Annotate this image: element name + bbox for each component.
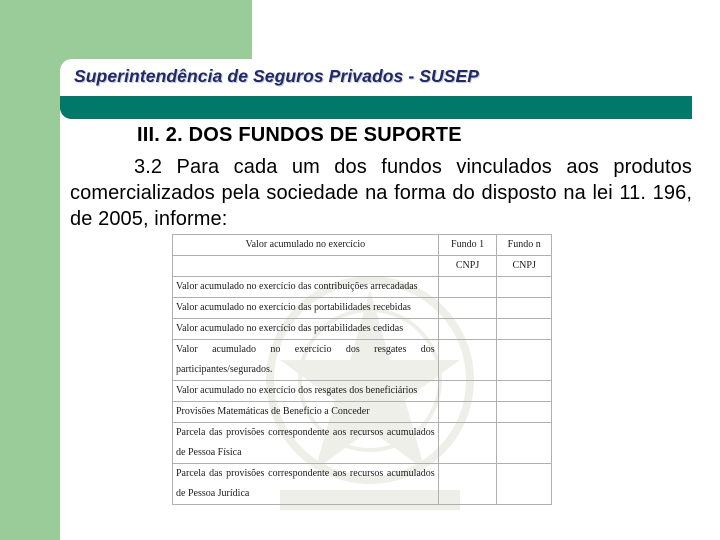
row-label: Valor acumulado no exercício das contribuições arrecadadas	[173, 277, 439, 298]
table-row	[173, 340, 552, 381]
value-cell[interactable]	[438, 423, 497, 464]
value-cell[interactable]	[438, 402, 497, 423]
table-row	[173, 298, 552, 319]
subheader-cell-empty	[173, 256, 439, 277]
subheader-cell-cnpj-1: CNPJ	[438, 256, 497, 277]
paragraph-text: 3.2 Para cada um dos fundos vinculados aos produtos comercializados pela sociedade na forma do disposto na lei 11. 196, de 2005, informe:	[70, 156, 692, 230]
teal-divider-bar	[60, 96, 692, 119]
table-row	[173, 402, 552, 423]
row-label: Provisões Matemáticas de Benefício a Conceder	[173, 402, 439, 423]
value-cell[interactable]	[438, 298, 497, 319]
section-heading: III. 2. DOS FUNDOS DE SUPORTE	[137, 124, 462, 146]
value-cell[interactable]	[438, 319, 497, 340]
value-cell[interactable]	[497, 340, 552, 381]
table-header-row	[173, 235, 552, 256]
value-cell[interactable]	[497, 319, 552, 340]
section-paragraph	[70, 154, 692, 232]
table-subheader-row	[173, 256, 552, 277]
value-cell[interactable]	[497, 402, 552, 423]
value-cell[interactable]	[497, 298, 552, 319]
table-row	[173, 319, 552, 340]
value-cell[interactable]	[438, 340, 497, 381]
table-row	[173, 423, 552, 464]
row-label: Valor acumulado no exercício dos resgates dos participantes/segurados.	[173, 340, 439, 381]
value-cell[interactable]	[438, 464, 497, 505]
row-label: Valor acumulado no exercício das portabilidades recebidas	[173, 298, 439, 319]
funds-table	[172, 234, 552, 505]
page-title: Superintendência de Seguros Privados - SUSEP	[74, 66, 480, 86]
header-cell-fund-n: Fundo n	[497, 235, 552, 256]
header-cell-description: Valor acumulado no exercício	[173, 235, 439, 256]
row-label: Parcela das provisões correspondente aos recursos acumulados de Pessoa Jurídica	[173, 464, 439, 505]
row-label: Valor acumulado no exercício das portabilidades cedidas	[173, 319, 439, 340]
row-label: Parcela das provisões correspondente aos recursos acumulados de Pessoa Física	[173, 423, 439, 464]
subheader-cell-cnpj-n: CNPJ	[497, 256, 552, 277]
value-cell[interactable]	[497, 423, 552, 464]
table-row	[173, 464, 552, 505]
value-cell[interactable]	[438, 277, 497, 298]
value-cell[interactable]	[497, 464, 552, 505]
row-label: Valor acumulado no exercício dos resgates dos beneficiários	[173, 381, 439, 402]
value-cell[interactable]	[438, 381, 497, 402]
value-cell[interactable]	[497, 277, 552, 298]
table-row	[173, 381, 552, 402]
value-cell[interactable]	[497, 381, 552, 402]
table-row	[173, 277, 552, 298]
header-cell-fund-1: Fundo 1	[438, 235, 497, 256]
